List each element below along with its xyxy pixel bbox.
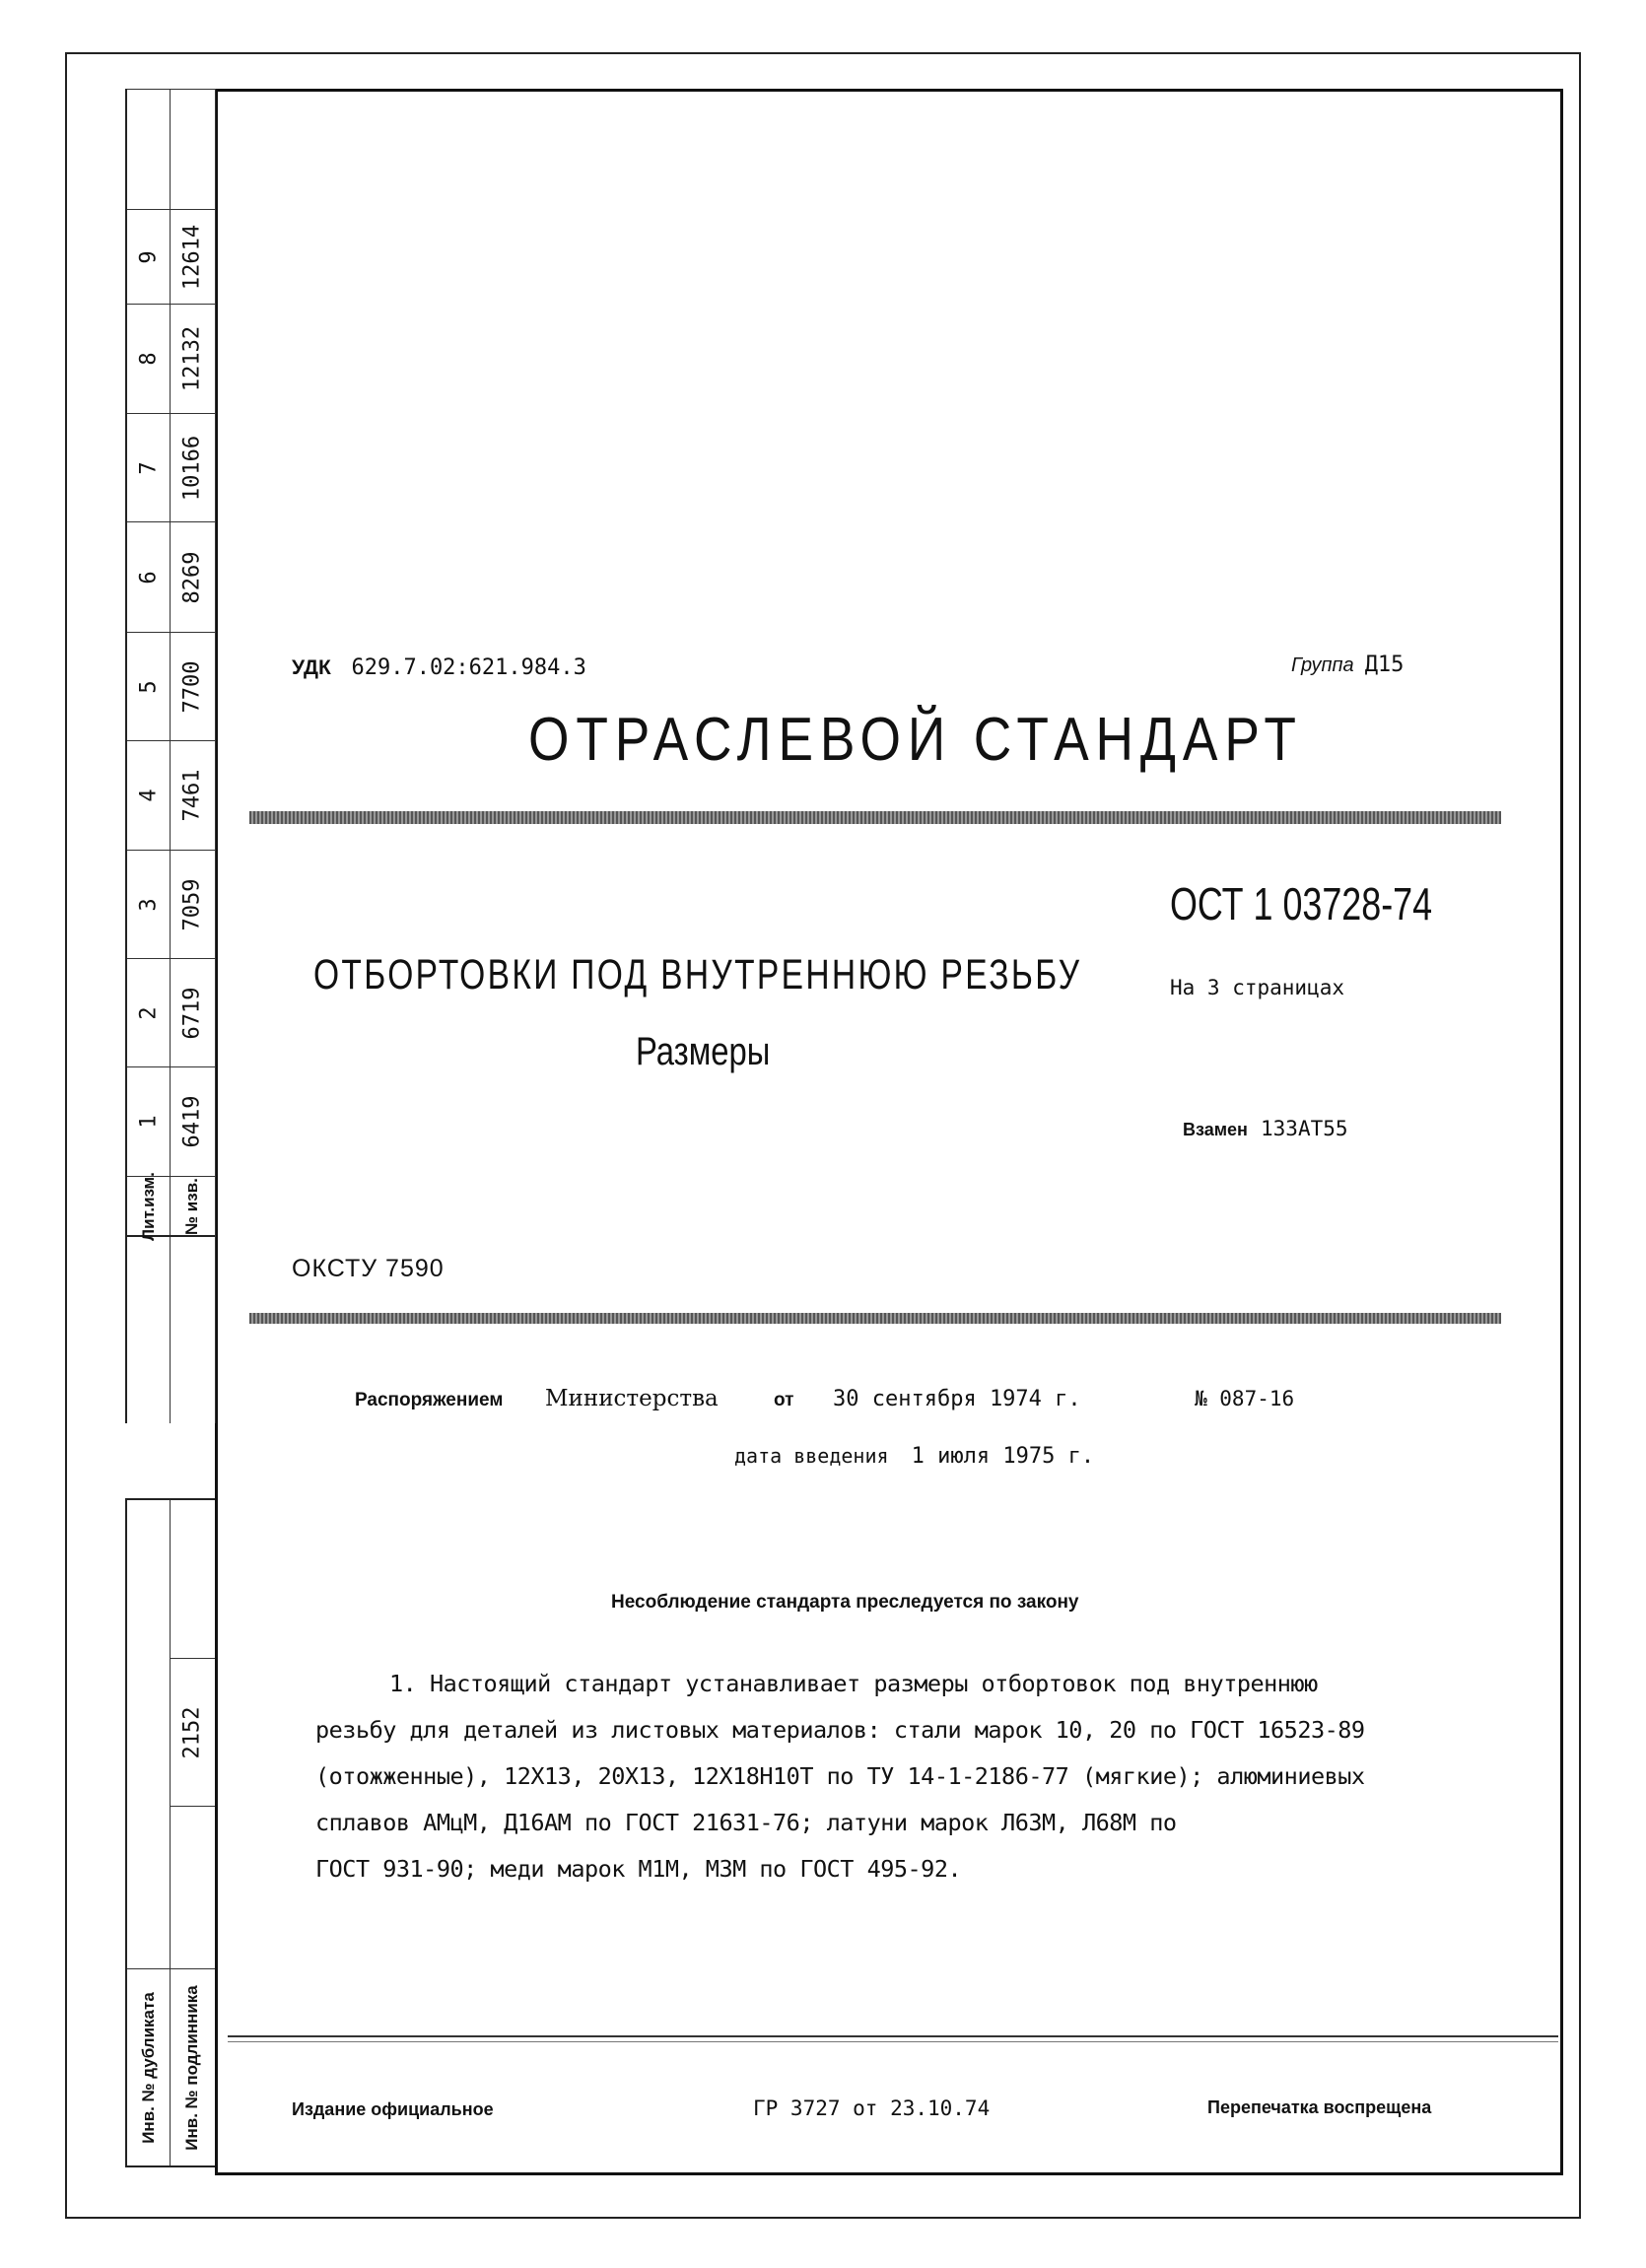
notice-cell-4: 7461 bbox=[170, 740, 215, 850]
replaces-value: 133АТ55 bbox=[1261, 1117, 1348, 1140]
change-number-column bbox=[125, 89, 171, 1423]
duplicate-inventory-column bbox=[125, 1498, 171, 2167]
page-count: На 3 страницах bbox=[1170, 976, 1345, 999]
change-cell-6: 6 bbox=[127, 521, 170, 632]
standard-subheading: Размеры bbox=[636, 1030, 771, 1073]
change-cell-1: 1 bbox=[127, 1066, 170, 1176]
order-ministry: Министерства bbox=[545, 1386, 719, 1411]
intro-label: дата введения bbox=[734, 1444, 889, 1468]
page-title: ОТРАСЛЕВОЙ СТАНДАРТ bbox=[528, 706, 1303, 774]
notice-number-column bbox=[170, 89, 216, 1423]
change-cell-2: 2 bbox=[127, 958, 170, 1066]
original-value-cell: 2152 bbox=[170, 1658, 215, 1806]
edition-note: Издание официальное bbox=[292, 2099, 494, 2119]
group-value: Д15 bbox=[1364, 653, 1405, 677]
duplicate-label-cell: Инв. № дубликата bbox=[127, 1968, 170, 2165]
group-line bbox=[1291, 653, 1404, 677]
body-line-4: сплавов АМцМ, Д16АМ по ГОСТ 21631-76; латуни марок Л63М, Л68М по bbox=[315, 1809, 1177, 1836]
body-line-5: ГОСТ 931-90; меди марок М1М, М3М по ГОСТ 495-92. bbox=[315, 1855, 962, 1883]
order-number: № 087-16 bbox=[1195, 1387, 1295, 1410]
change-cell-8: 8 bbox=[127, 304, 170, 413]
order-label: Распоряжением bbox=[355, 1390, 504, 1410]
change-cell-3: 3 bbox=[127, 850, 170, 958]
intro-line bbox=[734, 1444, 1094, 1469]
group-label: Группа bbox=[1291, 654, 1354, 676]
notice-cell-1: 6419 bbox=[170, 1066, 215, 1176]
col1-header: Лит.изм. bbox=[127, 1176, 170, 1237]
change-cell-4: 4 bbox=[127, 740, 170, 850]
footer-rule-second bbox=[228, 2041, 1558, 2042]
order-from: от bbox=[774, 1390, 794, 1410]
change-cell-7: 7 bbox=[127, 413, 170, 521]
notice-cell-8: 12132 bbox=[170, 304, 215, 413]
legal-notice: Несоблюдение стандарта преследуется по закону bbox=[611, 1592, 1079, 1613]
udk-line bbox=[292, 655, 586, 680]
reprint-note: Перепечатка воспрещена bbox=[1207, 2097, 1432, 2117]
standard-heading: ОТБОРТОВКИ ПОД ВНУТРЕННЮЮ РЕЗЬБУ bbox=[313, 951, 1082, 998]
intro-date: 1 июля 1975 г. bbox=[911, 1444, 1095, 1469]
original-inventory-column bbox=[170, 1498, 215, 2167]
okstu-code: ОКСТУ 7590 bbox=[292, 1255, 445, 1282]
notice-cell-9: 12614 bbox=[170, 209, 215, 304]
body-line-2: резьбу для деталей из листовых материалов: стали марок 10, 20 по ГОСТ 16523-89 bbox=[315, 1716, 1365, 1744]
notice-cell-5: 7700 bbox=[170, 632, 215, 740]
original-label-cell: Инв. № подлинника bbox=[170, 1968, 215, 2165]
okstu-rule bbox=[249, 1313, 1501, 1324]
footer-rule-top bbox=[228, 2035, 1558, 2037]
change-cell-9: 9 bbox=[127, 209, 170, 304]
notice-cell-3: 7059 bbox=[170, 850, 215, 958]
notice-cell-6: 8269 bbox=[170, 521, 215, 632]
registration-note: ГР 3727 от 23.10.74 bbox=[753, 2096, 991, 2120]
notice-cell-2: 6719 bbox=[170, 958, 215, 1066]
order-date: 30 сентября 1974 г. bbox=[833, 1387, 1081, 1411]
col2-header: № изв. bbox=[170, 1176, 215, 1237]
notice-cell-7: 10166 bbox=[170, 413, 215, 521]
change-cell-5: 5 bbox=[127, 632, 170, 740]
replaces-line bbox=[1183, 1117, 1348, 1140]
replaces-label: Взамен bbox=[1183, 1120, 1248, 1139]
body-line-3: (отожженные), 12Х13, 20Х13, 12Х18Н10Т по ТУ 14-1-2186-77 (мягкие); алюминиевых bbox=[315, 1762, 1365, 1790]
standard-number: ОСТ 1 03728-74 bbox=[1170, 878, 1433, 929]
udk-label: УДК bbox=[292, 656, 331, 679]
body-line-1: 1. Настоящий стандарт устанавливает размеры отбортовок под внутреннюю bbox=[389, 1670, 1318, 1697]
udk-value: 629.7.02:621.984.3 bbox=[351, 655, 586, 680]
title-rule bbox=[249, 811, 1501, 824]
